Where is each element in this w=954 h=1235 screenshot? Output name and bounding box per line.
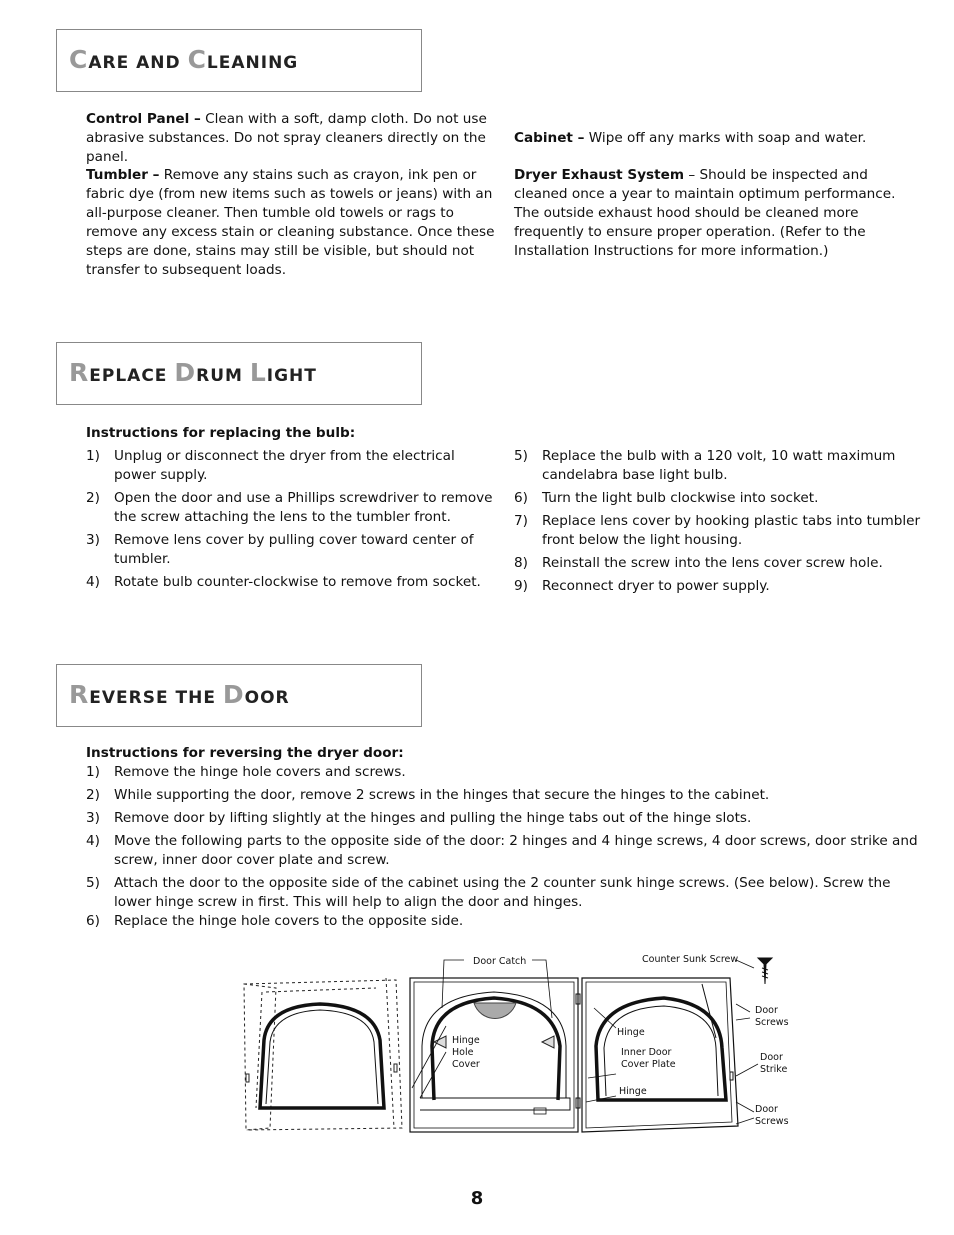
- list-item: 3) Remove door by lifting slightly at the hinges and pulling the hinge tabs out of the hinge slots.: [86, 810, 752, 826]
- list-item: 8) Reinstall the screw into the lens cover screw hole.: [514, 555, 883, 571]
- care-cleaning-title-box: [56, 29, 422, 92]
- dryer-cabinet: [410, 978, 578, 1132]
- door-screws-bottom-label-1: Door: [755, 1104, 778, 1115]
- hinge-top-label: Hinge: [617, 1027, 645, 1038]
- list-item: 1) Unplug or disconnect the dryer from the electrical power supply.: [86, 448, 455, 483]
- tumbler-paragraph: Tumbler – Remove any stains such as crayon, ink pen or fabric dye (from new items such as towels or jeans) with an all-purpose cleaner. Then tumble old towels or rags to remove any excess stain or cleaning substance. Once these steps are done, stains may still be visible, but should not transfer to subsequent loads.: [86, 167, 495, 278]
- list-item: 6) Replace the hinge hole covers to the opposite side.: [86, 913, 464, 929]
- reverse-door-title: REVERSE THE DOOR: [69, 680, 290, 709]
- list-item: 3) Remove lens cover by pulling cover toward center of tumbler.: [86, 532, 474, 567]
- door-steps: [86, 763, 926, 931]
- door-reversal-diagram: [236, 948, 796, 1138]
- counter-sunk-screw-label: Counter Sunk Screw: [642, 954, 739, 965]
- care-cleaning-title: CARE AND CLEANING: [69, 45, 299, 74]
- page-number: 8: [470, 1188, 484, 1209]
- door-screws-top-label-2: Screws: [755, 1017, 789, 1028]
- hinge-bottom-label: Hinge: [619, 1086, 647, 1097]
- screw-icon: [758, 958, 772, 984]
- bulb-steps-right: [514, 447, 924, 596]
- door-instructions-heading: Instructions for reversing the dryer door:: [86, 745, 404, 761]
- drum-light-lens: [474, 1003, 516, 1018]
- door-strike-label-2: Strike: [760, 1064, 788, 1075]
- list-item: 4) Rotate bulb counter-clockwise to remove from socket.: [86, 574, 481, 590]
- bulb-instructions-heading: Instructions for replacing the bulb:: [86, 425, 356, 441]
- ghost-door-gasket: [260, 1004, 384, 1108]
- door-strike-label-1: Door: [760, 1052, 783, 1063]
- hinge-hole-cover-label-3: Cover: [452, 1059, 480, 1070]
- drum-light-title: REPLACE DRUM LIGHT: [69, 358, 317, 387]
- list-item: 5) Attach the door to the opposite side of the cabinet using the 2 counter sunk hinge screws. (See below). Screw the lower hinge screw in first. This will help to align the door and hinges.: [86, 875, 891, 910]
- bulb-steps-left: [86, 447, 496, 592]
- list-item: 6) Turn the light bulb clockwise into socket.: [514, 490, 819, 506]
- reverse-door-title-box: [56, 664, 422, 727]
- list-item: 7) Replace lens cover by hooking plastic tabs into tumbler front below the light housing.: [514, 513, 921, 548]
- door-screws-top-label-1: Door: [755, 1005, 778, 1016]
- list-item: 5) Replace the bulb with a 120 volt, 10 watt maximum candelabra base light bulb.: [514, 448, 896, 483]
- control-panel-paragraph: Control Panel – Clean with a soft, damp cloth. Do not use abrasive substances. Do not spray cleaners directly on the panel.: [86, 111, 487, 165]
- inner-door-label-2: Cover Plate: [621, 1059, 676, 1070]
- list-item: 1) Remove the hinge hole covers and screws.: [86, 764, 406, 780]
- inner-door-label-1: Inner Door: [621, 1047, 672, 1058]
- list-item: 2) While supporting the door, remove 2 screws in the hinges that secure the hinges to the cabinet.: [86, 787, 770, 803]
- hinge-hole-cover-label-2: Hole: [452, 1047, 474, 1058]
- exhaust-paragraph: Dryer Exhaust System – Should be inspected and cleaned once a year to maintain optimum performance. The outside exhaust hood should be cleaned more frequently to ensure proper operation. (Refer to the Installation Instructions for more information.): [514, 167, 896, 259]
- list-item: 2) Open the door and use a Phillips screwdriver to remove the screw attaching the lens to the tumbler front.: [86, 490, 493, 525]
- hinge-hole-cover-label-1: Hinge: [452, 1035, 480, 1046]
- door-catch-label: Door Catch: [473, 956, 527, 967]
- cabinet-paragraph: Cabinet – Wipe off any marks with soap and water.: [514, 130, 867, 146]
- door-screws-bottom-label-2: Screws: [755, 1116, 789, 1127]
- list-item: 9) Reconnect dryer to power supply.: [514, 578, 770, 594]
- drum-light-title-box: [56, 342, 422, 405]
- list-item: 4) Move the following parts to the opposite side of the door: 2 hinges and 4 hinge screws, 4 door screws, door strike and screw, inner door cover plate and screw.: [86, 833, 918, 868]
